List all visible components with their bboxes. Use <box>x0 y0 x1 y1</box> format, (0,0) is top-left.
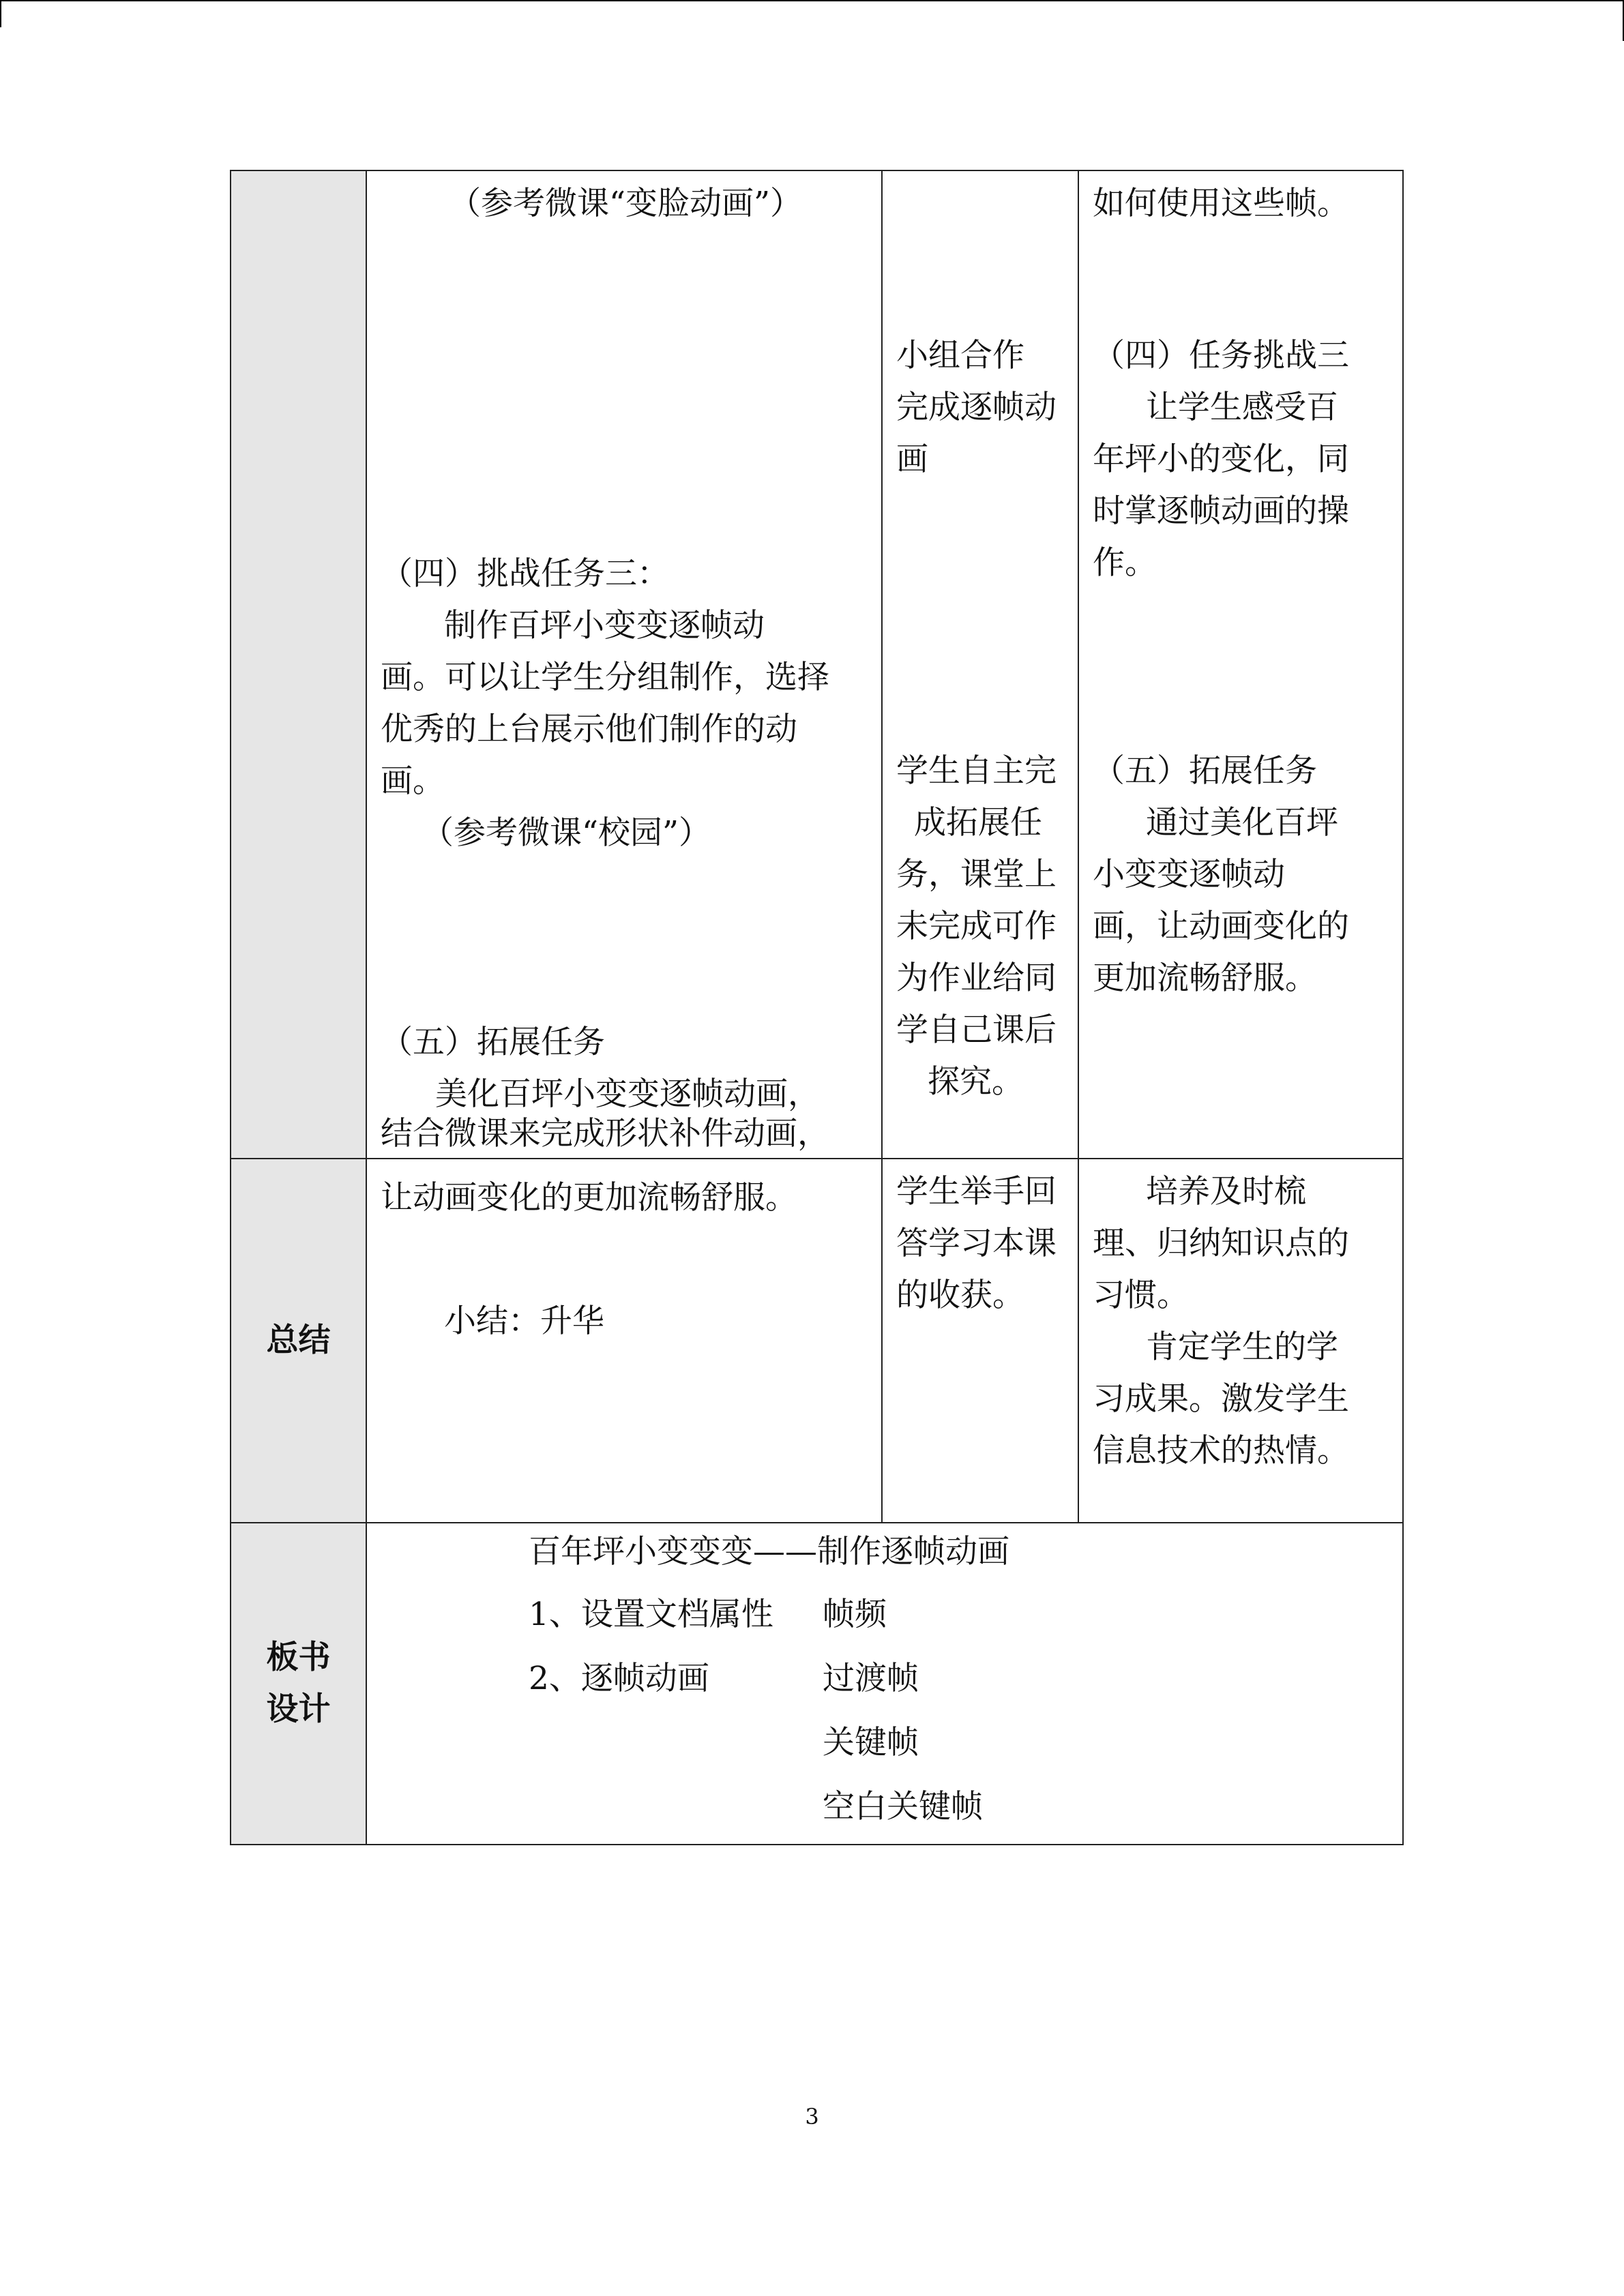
task3-title: （四）挑战任务三： <box>381 555 669 593</box>
board-title: 百年坪小变变变——制作逐帧动画 <box>529 1533 1009 1570</box>
summary-intent-line: 理、归纳知识点的 <box>1093 1225 1349 1262</box>
summary-intent-line: 习惯。 <box>1093 1277 1189 1314</box>
summary-intent-cell <box>1078 1159 1403 1523</box>
summary-student-line: 的收获。 <box>896 1277 1024 1314</box>
task3-line: 制作百坪小变变逐帧动 <box>444 607 765 644</box>
board-item-right: 帧频 <box>823 1596 887 1633</box>
summary-student-cell <box>882 1159 1078 1523</box>
board-design-label-line: 板书 <box>266 1639 331 1676</box>
summary-row <box>231 1159 1403 1523</box>
student-activity-line: 务，课堂上 <box>896 856 1057 893</box>
design-intent-line: 让学生感受百 <box>1146 389 1338 426</box>
reference-lesson-1: （参考微课“变脸动画”） <box>449 185 803 222</box>
board-item-right: 空白关键帧 <box>823 1788 983 1825</box>
task5-line: 结合微课来完成形状补件动画， <box>381 1115 829 1152</box>
design-intent-line: （五）拓展任务 <box>1093 752 1317 790</box>
summary-student-line: 学生举手回 <box>896 1173 1057 1210</box>
design-intent-line: 如何使用这些帧。 <box>1093 185 1349 222</box>
activity-intent-cell <box>1078 170 1403 1159</box>
board-item-right: 过渡帧 <box>823 1660 919 1697</box>
design-intent-line: （四）任务挑战三 <box>1093 337 1349 374</box>
design-intent-line: 小变变逐帧动 <box>1093 856 1285 893</box>
summary-intent-line: 信息技术的热情。 <box>1093 1432 1349 1470</box>
design-intent-line: 时掌逐帧动画的操 <box>1093 492 1349 530</box>
board-item-right: 关键帧 <box>823 1724 919 1761</box>
summary-student-line: 答学习本课 <box>896 1225 1057 1262</box>
board-design-row <box>231 1523 1403 1845</box>
summary-intent-line: 肯定学生的学 <box>1146 1328 1338 1366</box>
board-design-label <box>231 1523 366 1845</box>
task3-line: 画。可以让学生分组制作，选择 <box>381 659 829 696</box>
student-activity-line: 未完成可作 <box>896 908 1057 945</box>
activity-content-cell <box>366 170 882 1217</box>
task3-line: 优秀的上台展示他们制作的动 <box>381 711 797 748</box>
summary-content-cell <box>366 1159 882 1523</box>
page-top-edge <box>0 0 1624 1</box>
summary-intent-line: 培养及时梳 <box>1146 1173 1306 1210</box>
board-item: 1、设置文档属性 <box>529 1596 773 1633</box>
design-intent-line: 作。 <box>1093 544 1157 582</box>
design-intent-line: 通过美化百坪 <box>1146 804 1338 841</box>
summary-intent-line: 习成果。激发学生 <box>1093 1380 1349 1418</box>
design-intent-line: 更加流畅舒服。 <box>1093 959 1317 997</box>
page-number: 3 <box>805 2104 819 2130</box>
board-design-label-line: 设计 <box>266 1690 331 1728</box>
activity-row <box>231 170 1403 1159</box>
summary-label: 总结 <box>231 1159 366 1523</box>
student-activity-line: 完成逐帧动 <box>896 389 1057 426</box>
task5-line: 让动画变化的更加流畅舒服。 <box>381 1179 797 1217</box>
student-activity-line: 为作业给同 <box>896 959 1057 997</box>
student-activity-line: 学自己课后 <box>896 1011 1057 1049</box>
design-intent-line: 年坪小的变化，同 <box>1093 441 1349 478</box>
task5-title: （五）拓展任务 <box>381 1024 605 1061</box>
student-activity-line: 探究。 <box>928 1063 1024 1101</box>
summary-text: 小结：升华 <box>444 1302 604 1340</box>
activity-label-cell <box>231 170 366 1159</box>
page-left-edge <box>0 0 1 27</box>
board-item: 2、逐帧动画 <box>529 1660 709 1697</box>
student-activity-line: 小组合作 <box>896 337 1024 374</box>
task5-line: 美化百坪小变变逐帧动画， <box>435 1075 820 1113</box>
lesson-plan-table <box>230 170 1404 1845</box>
reference-lesson-2: （参考微课“校园”） <box>422 814 711 852</box>
student-activity-line: 画 <box>896 441 928 478</box>
task3-line: 画。 <box>381 762 445 800</box>
student-activity-line: 成拓展任 <box>914 804 1042 841</box>
board-design-content-cell <box>366 1523 1403 1845</box>
activity-student-cell <box>882 170 1078 1159</box>
design-intent-line: 画，让动画变化的 <box>1093 908 1349 945</box>
student-activity-line: 学生自主完 <box>896 752 1057 790</box>
